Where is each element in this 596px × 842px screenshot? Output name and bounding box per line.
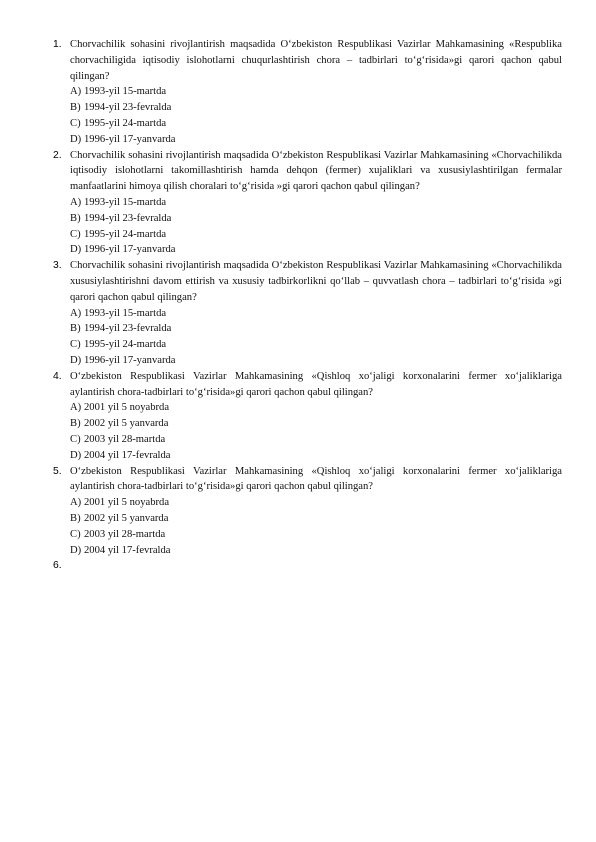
answer-option-d bbox=[70, 543, 562, 559]
option-letter: A) bbox=[70, 196, 82, 208]
option-letter: A) bbox=[70, 402, 82, 414]
answer-option-b bbox=[70, 321, 562, 337]
answer-option-c bbox=[70, 227, 562, 243]
option-text: 1995-yil 24-martda bbox=[84, 228, 167, 240]
option-text: 2002 yil 5 yanvarda bbox=[84, 418, 169, 430]
answer-option-c bbox=[70, 527, 562, 543]
answer-option-a bbox=[70, 306, 562, 322]
option-letter: B) bbox=[70, 512, 81, 524]
question-item bbox=[30, 369, 562, 464]
option-text: 2003 yil 28-martda bbox=[84, 528, 166, 540]
option-letter: D) bbox=[70, 544, 82, 556]
option-letter: D) bbox=[70, 133, 82, 145]
option-letter: A) bbox=[70, 86, 82, 98]
option-text: 1995-yil 24-martda bbox=[84, 339, 167, 351]
answer-option-d bbox=[70, 242, 562, 258]
option-text: 1995-yil 24-martda bbox=[84, 117, 167, 129]
answer-option-b bbox=[70, 211, 562, 227]
answer-option-d bbox=[70, 353, 562, 369]
question-number: 1. bbox=[53, 39, 62, 50]
question-item bbox=[30, 464, 562, 559]
question-number: 2. bbox=[53, 149, 62, 161]
question-item bbox=[30, 258, 562, 369]
question-number: 5. bbox=[53, 465, 62, 477]
option-text: 1994-yil 23-fevralda bbox=[84, 323, 172, 335]
option-letter: B) bbox=[70, 212, 81, 224]
answer-options bbox=[70, 84, 562, 147]
question-list bbox=[30, 37, 562, 572]
option-text: 1994-yil 23-fevralda bbox=[84, 102, 172, 114]
question-number: 6. bbox=[53, 560, 62, 572]
question-item bbox=[30, 148, 562, 259]
option-letter: B) bbox=[70, 102, 81, 114]
question-number: 4. bbox=[53, 370, 62, 382]
option-text: 2001 yil 5 noyabrda bbox=[84, 497, 170, 509]
answer-option-d bbox=[70, 448, 562, 464]
option-text: 2004 yil 17-fevralda bbox=[84, 449, 171, 461]
option-letter: C) bbox=[70, 117, 81, 129]
option-letter: D) bbox=[70, 244, 82, 256]
answer-options bbox=[70, 495, 562, 558]
option-text: 1993-yil 15-martda bbox=[84, 196, 167, 208]
option-text: 2002 yil 5 yanvarda bbox=[84, 512, 169, 524]
question-text: Chorvachilik sohasini rivojlantirish maqsadida O‘zbekiston Respublikasi Vazirlar Mahkamasining «Chorvachilikda iqtisodiy islohotlarni takomillashtirish hamda dehqon (fermer) xujaliklari va xususiylashtirilgan fermalar manfaatlarini himoya qilish choralari to‘g‘risida »gi qarori qachon qabul qilingan? bbox=[70, 149, 562, 193]
answer-option-c bbox=[70, 116, 562, 132]
answer-option-b bbox=[70, 511, 562, 527]
option-text: 1996-yil 17-yanvarda bbox=[84, 244, 176, 256]
option-text: 1993-yil 15-martda bbox=[84, 86, 167, 98]
answer-option-a bbox=[70, 400, 562, 416]
option-letter: B) bbox=[70, 323, 81, 335]
option-letter: B) bbox=[70, 418, 81, 430]
option-text: 1996-yil 17-yanvarda bbox=[84, 354, 176, 366]
option-text: 2004 yil 17-fevralda bbox=[84, 544, 171, 556]
answer-options bbox=[70, 400, 562, 463]
option-text: 2003 yil 28-martda bbox=[84, 433, 166, 445]
answer-options bbox=[70, 306, 562, 369]
answer-option-b bbox=[70, 100, 562, 116]
answer-option-a bbox=[70, 84, 562, 100]
answer-option-c bbox=[70, 432, 562, 448]
option-letter: C) bbox=[70, 528, 81, 540]
answer-option-c bbox=[70, 337, 562, 353]
option-letter: A) bbox=[70, 497, 82, 509]
answer-option-b bbox=[70, 416, 562, 432]
question-text: Chorvachilik sohasini rivojlantirish maqsadida O‘zbekiston Respublikasi Vazirlar Mahkamasining «Chorvachilikda xususiylashtirishni davom ettirish va xususiy tadbirkorlikni qo‘llab – quvvatlash chora – tadbirlari to‘g‘risida »gi qarori qachon qabul qilingan? bbox=[70, 260, 562, 303]
option-text: 1994-yil 23-fevralda bbox=[84, 212, 172, 224]
question-text: O‘zbekiston Respublikasi Vazirlar Mahkamasining «Qishloq xo‘jaligi korxonalarini fermer xo‘jaliklariga aylantirish chora-tadbirlari to‘g‘risida»gi qarori qachon qabul qilingan? bbox=[70, 370, 562, 398]
option-letter: C) bbox=[70, 433, 81, 445]
question-item bbox=[30, 37, 562, 148]
option-text: 1993-yil 15-martda bbox=[84, 307, 167, 319]
option-letter: D) bbox=[70, 354, 82, 366]
answer-option-d bbox=[70, 132, 562, 148]
option-letter: D) bbox=[70, 449, 82, 461]
option-text: 1996-yil 17-yanvarda bbox=[84, 133, 176, 145]
question-text: O‘zbekiston Respublikasi Vazirlar Mahkamasining «Qishloq xo‘jaligi korxonalarini fermer xo‘jaliklariga aylantirish chora-tadbirlari to‘g‘risida»gi qarori qachon qabul qilingan? bbox=[70, 465, 562, 493]
option-letter: C) bbox=[70, 228, 81, 240]
question-text: Chorvachilik sohasini rivojlantirish maqsadida O‘zbekiston Respublikasi Vazirlar Mahkamasining «Respublika chorvachiligida iqtisodiy islohotlarni chuqurlashtirish chora – tadbirlari to‘g‘risida»gi qarori qachon qabul qilingan? bbox=[70, 39, 562, 82]
question-number: 3. bbox=[53, 260, 62, 272]
option-letter: C) bbox=[70, 339, 81, 351]
answer-options bbox=[70, 195, 562, 258]
option-text: 2001 yil 5 noyabrda bbox=[84, 402, 170, 414]
answer-option-a bbox=[70, 195, 562, 211]
answer-option-a bbox=[70, 495, 562, 511]
option-letter: A) bbox=[70, 307, 82, 319]
